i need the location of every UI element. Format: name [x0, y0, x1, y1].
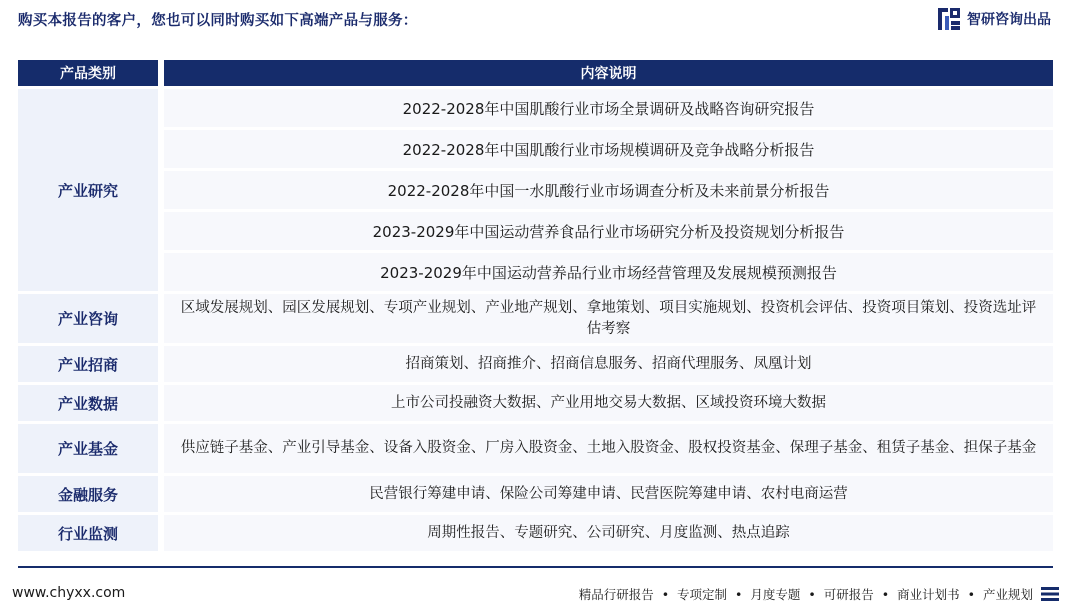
category-cell: 金融服务 [18, 476, 158, 512]
content-cell: 供应链子基金、产业引导基金、设备入股资金、厂房入股资金、土地入股资金、股权投资基金、保理子基金、租赁子基金、担保子基金 [164, 424, 1053, 473]
bottom-rule [18, 566, 1053, 568]
footer-separator: • [808, 587, 816, 602]
table-row [18, 424, 1053, 473]
page-header-text: 购买本报告的客户，您也可以同时购买如下高端产品与服务： [18, 13, 418, 29]
footer-separator: • [661, 587, 670, 602]
footer-services [579, 585, 1033, 603]
report-title: 2022-2028年中国一水肌酸行业市场调查分析及未来前景分析报告 [164, 171, 1053, 212]
report-title: 2022-2028年中国肌酸行业市场规模调研及竞争战略分析报告 [164, 130, 1053, 171]
research-report-list [164, 89, 1053, 291]
footer-service-item[interactable]: 商业计划书 [897, 587, 960, 602]
table-header-row [18, 60, 1053, 86]
content-cell: 招商策划、招商推介、招商信息服务、招商代理服务、凤凰计划 [164, 346, 1053, 382]
content-cell: 民营银行筹建申请、保险公司筹建申请、民营医院筹建申请、农村电商运营 [164, 476, 1053, 512]
footer-service-item[interactable]: 月度专题 [750, 587, 801, 602]
report-title: 2022-2028年中国肌酸行业市场全景调研及战略咨询研究报告 [164, 89, 1053, 130]
product-table [18, 57, 1053, 554]
report-title: 2023-2029年中国运动营养品行业市场经营管理及发展规模预测报告 [164, 253, 1053, 291]
category-cell: 行业监测 [18, 515, 158, 551]
content-cell: 区域发展规划、园区发展规划、专项产业规划、产业地产规划、拿地策划、项目实施规划、投资机会评估、投资项目策划、投资选址评估考察 [164, 294, 1053, 343]
category-cell: 产业研究 [18, 89, 158, 291]
footer-service-item[interactable]: 专项定制 [677, 587, 728, 602]
category-cell: 产业招商 [18, 346, 158, 382]
stack-lines-icon [1041, 586, 1059, 602]
category-cell: 产业咨询 [18, 294, 158, 343]
footer-service-item[interactable]: 可研报告 [823, 587, 874, 602]
content-cell: 上市公司投融资大数据、产业用地交易大数据、区域投资环境大数据 [164, 385, 1053, 421]
table-row [18, 346, 1053, 382]
brand-name: 智研咨询出品 [967, 12, 1051, 28]
brand-logo-icon [937, 7, 961, 31]
category-cell: 产业数据 [18, 385, 158, 421]
content-cell: 周期性报告、专题研究、公司研究、月度监测、热点追踪 [164, 515, 1053, 551]
footer-url[interactable]: www.chyxx.com [12, 585, 126, 601]
category-cell: 产业基金 [18, 424, 158, 473]
footer-separator: • [735, 587, 743, 602]
table-row [18, 294, 1053, 343]
column-header-category: 产品类别 [18, 60, 158, 86]
footer-service-item[interactable]: 精品行研报告 [578, 587, 654, 602]
brand [937, 7, 1051, 31]
report-title: 2023-2029年中国运动营养食品行业市场研究分析及投资规划分析报告 [164, 212, 1053, 253]
footer-service-item[interactable]: 产业规划 [982, 587, 1033, 602]
column-header-content: 内容说明 [164, 60, 1053, 86]
table-row [18, 515, 1053, 551]
footer-separator: • [967, 587, 975, 602]
table-row-research [18, 89, 1053, 291]
table-row [18, 385, 1053, 421]
table-row [18, 476, 1053, 512]
footer-separator: • [881, 587, 890, 602]
